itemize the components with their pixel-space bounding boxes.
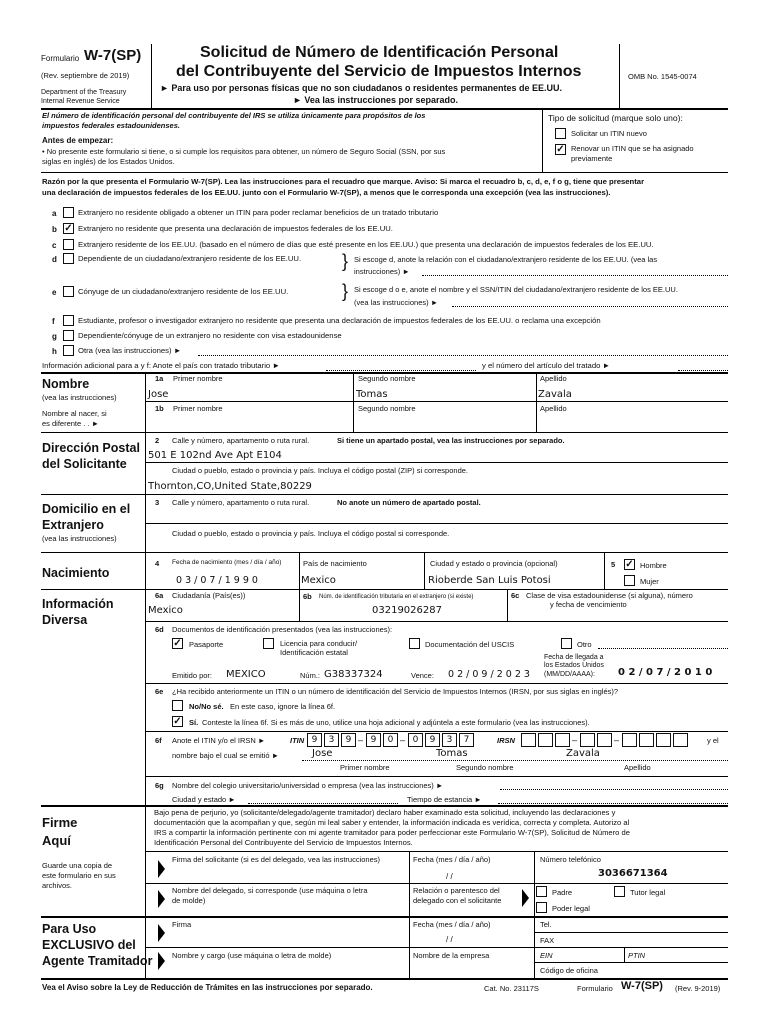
applicant-signature-label: Firma del solicitante (si es del delegado, vea las instrucciones) <box>172 855 381 864</box>
paperwork-notice: Vea el Aviso sobre la Ley de Reducción de Trámites en las instrucciones por separado. <box>42 983 373 992</box>
birth-country-label: País de nacimiento <box>303 559 367 568</box>
phone-label: Número telefónico <box>540 855 601 864</box>
itin-digit-box[interactable]: 3 <box>442 733 457 747</box>
c6g-label: Nombre del colegio universitario/universidad o empresa (vea las instrucciones) ► <box>172 781 444 790</box>
c6a-label: Ciudadanía (País(es)) <box>172 591 246 600</box>
itin-digit-box[interactable]: 7 <box>459 733 474 747</box>
c6e-label: ¿Ha recibido anteriormente un ITIN o un número de identificación del Servicio de Impuestos Internos (IRSN, por sus siglas en inglés)? <box>172 687 619 696</box>
irsn-digit-box[interactable] <box>555 733 570 747</box>
yes-prior-itin-label: Sí. <box>189 718 199 727</box>
issued-first-label: Primer nombre <box>340 763 390 772</box>
mailing-num: 2 <box>155 436 160 445</box>
relation-label1: Relación o parentesco del <box>413 886 500 895</box>
doc-number-label: Núm.: <box>300 671 321 680</box>
keep-copy1: Guarde una copia de <box>42 861 113 870</box>
perjury-line4: Identificación Personal del Contribuyente del Servicio de Impuestos Internos. <box>154 838 413 847</box>
reason-b-letter: b <box>52 225 57 234</box>
c6d-label: Documentos de identificación presentados (vea las instrucciones): <box>172 625 393 634</box>
yes-prior-itin-note: Conteste la línea 6f. Si es más de uno, utilice una hoja adicional y adjúntela a este formulario (vea las instrucciones). <box>202 718 590 727</box>
agent-sign-arrow-icon <box>158 924 165 942</box>
sign-date-field[interactable]: / / <box>446 872 453 881</box>
footer-form-number: W-7(SP) <box>621 980 663 992</box>
issued-middle-label: Segundo nombre <box>456 763 514 772</box>
title-line2: del Contribuyente del Servicio de Impuestos Internos <box>176 63 582 80</box>
keep-copy2: este formulario en sus <box>42 871 116 880</box>
perjury-line1: Bajo pena de perjurio, yo (solicitante/delegado/agente tramitador) declaro haber examinado esta solicitud, incluyendo las declaraciones y <box>154 808 616 817</box>
reason-e-letter: e <box>52 288 57 297</box>
issued-name-label: nombre bajo el cual se emitió ► <box>172 751 280 760</box>
expiration-field[interactable]: 0 2 / 0 9 / 2 0 2 3 <box>448 669 530 680</box>
passport-label: Pasaporte <box>189 640 224 649</box>
arrival-label3: (MM/DD/AAAA): <box>544 671 595 678</box>
guardian-checkbox[interactable] <box>614 886 625 897</box>
doc-number-field[interactable]: G38337324 <box>324 669 383 680</box>
c6b-num: 6b <box>303 592 312 601</box>
new-itin-label: Solicitar un ITIN nuevo <box>571 129 647 138</box>
agent-section-title1: Para Uso <box>42 922 97 936</box>
reason-a-letter: a <box>52 209 57 218</box>
reason-h-checkbox[interactable] <box>63 345 74 356</box>
reason-g-text: Dependiente/cónyuge de un extranjero no residente con visa estadounidense <box>78 331 342 340</box>
middle-name-field[interactable]: Tomas <box>356 389 388 400</box>
bullet-line1: • No presente este formulario si tiene, o si cumple los requisitos para obtener, un número de Seguro Social (SSN, por sus <box>42 147 446 156</box>
foreign-section-title2: Extranjero <box>42 518 104 532</box>
application-type-title: Tipo de solicitud (marque solo uno): <box>548 113 683 123</box>
license-checkbox[interactable] <box>263 638 274 649</box>
dept-line2: Internal Revenue Service <box>41 98 120 105</box>
first-name-field[interactable]: Jose <box>148 389 169 400</box>
renew-itin-label2: previamente <box>571 154 613 163</box>
irsn-label: IRSN <box>497 736 515 745</box>
c6f-num: 6f <box>155 736 162 745</box>
reason-e-checkbox[interactable] <box>63 286 74 297</box>
expiration-label: Vence: <box>411 671 434 680</box>
no-prior-itin-checkbox[interactable] <box>172 700 183 711</box>
itin-digit-box[interactable]: 9 <box>425 733 440 747</box>
male-checkbox[interactable]: ✓ <box>625 559 634 570</box>
bracket-brace: } <box>342 251 349 271</box>
no-prior-itin-note: En este caso, ignore la línea 6f. <box>230 702 336 711</box>
stay-length-label: Tiempo de estancia ► <box>407 795 482 804</box>
name-section-title: Nombre <box>42 377 90 391</box>
license-label1: Licencia para conducir/ <box>280 639 358 648</box>
c6g-num: 6g <box>155 781 164 790</box>
mailing-section-title1: Dirección Postal <box>42 441 140 455</box>
reason-h-text: Otra (vea las instrucciones) ► <box>78 346 182 355</box>
purpose-line2: impuestos federales estadounidenses. <box>42 121 180 130</box>
bullet-line2: siglas en inglés) de los Estados Unidos. <box>42 157 175 166</box>
reason-c-letter: c <box>52 241 57 250</box>
male-label: Hombre <box>640 561 667 570</box>
power-of-attorney-checkbox[interactable] <box>536 902 547 913</box>
reason-e-text: Cónyuge de un ciudadano/extranjero residente de los EE.UU. <box>78 287 289 296</box>
other-section-title1: Información <box>42 597 114 611</box>
dob-label: Fecha de nacimiento (mes / día / año) <box>172 559 282 566</box>
delegate-name-label2: de molde) <box>172 896 206 905</box>
birth-first-name-label: Primer nombre <box>173 404 223 413</box>
issued-last-label: Apellido <box>624 763 651 772</box>
treaty-article: y el número del artículo del tratado ► <box>482 361 611 370</box>
issued-last-field[interactable]: Zavala <box>566 748 600 759</box>
reason-d-text: Dependiente de un ciudadano/extranjero residente de los EE.UU. <box>78 254 302 263</box>
reason-b-checkbox[interactable]: ✓ <box>64 223 73 234</box>
foreign-section-note: (vea las instrucciones) <box>42 534 117 543</box>
new-itin-checkbox[interactable] <box>555 128 566 139</box>
agent-signature-label: Firma <box>172 920 192 929</box>
phone-field[interactable]: 3036671364 <box>598 868 668 879</box>
catalog-number: Cat. No. 23117S <box>484 984 539 993</box>
c6c-label2: y fecha de vencimiento <box>550 600 627 609</box>
reason-d-note2: instrucciones) ► <box>354 267 410 276</box>
relation-arrow-icon <box>522 889 529 907</box>
birth-section-title: Nacimiento <box>42 566 110 580</box>
itin-digit-box[interactable]: 9 <box>307 733 322 747</box>
renew-itin-checkbox[interactable]: ✓ <box>556 144 565 155</box>
row-1b-num: 1b <box>155 404 164 413</box>
irsn-digit-box[interactable] <box>656 733 671 747</box>
reason-c-text: Extranjero residente de los EE.UU. (basado en el número de días que esté presente en los EE.UU.) que presenta una declaración de impuestos federales de los EE.UU. <box>78 240 654 249</box>
mailing-city-field[interactable]: Thornton,CO,United State,80229 <box>148 481 312 492</box>
last-name-field[interactable]: Zavala <box>538 389 572 400</box>
agent-fax-label: FAX <box>540 936 555 945</box>
sign-date-label: Fecha (mes / día / año) <box>413 855 491 864</box>
irsn-dash: – <box>614 735 620 745</box>
irsn-digit-box[interactable] <box>622 733 637 747</box>
form-prefix: Formulario <box>41 54 80 63</box>
other-doc-checkbox[interactable] <box>561 638 572 649</box>
birth-name-label2: es diferente . . ► <box>42 419 100 428</box>
agent-date-label: Fecha (mes / día / año) <box>413 920 491 929</box>
female-checkbox[interactable] <box>624 575 635 586</box>
itin-digit-box[interactable]: 0 <box>383 733 398 747</box>
mailing-street-field[interactable]: 501 E 102nd Ave Apt E104 <box>148 450 282 461</box>
no-prior-itin-label: No/No sé. <box>189 702 224 711</box>
last-name-label: Apellido <box>540 374 567 383</box>
c6c-num: 6c <box>511 591 520 600</box>
city-state-label: Ciudad y estado ► <box>172 795 236 804</box>
keep-copy3: archivos. <box>42 881 73 890</box>
itin-label: ITIN <box>290 736 305 745</box>
itin-digit-box[interactable]: 9 <box>366 733 381 747</box>
reason-c-checkbox[interactable] <box>63 239 74 250</box>
other-section-title2: Diversa <box>42 613 88 627</box>
citizenship-field[interactable]: Mexico <box>148 605 183 616</box>
reason-b-text: Extranjero no residente que presenta una declaración de impuestos federales de los EE.UU. <box>78 224 393 233</box>
row-1a-num: 1a <box>155 374 164 383</box>
agent-office-code-label: Código de oficina <box>540 966 598 975</box>
subtitle2: ► Vea las instrucciones por separado. <box>293 95 458 105</box>
foreign-num: 3 <box>155 498 160 507</box>
relation-label2: delegado con el solicitante <box>413 896 502 905</box>
female-label: Mujer <box>640 577 659 586</box>
mailing-section-title2: del Solicitante <box>42 457 127 471</box>
birth-country-field[interactable]: Mexico <box>301 575 336 586</box>
first-name-label: Primer nombre <box>173 374 223 383</box>
omb-number: OMB No. 1545-0074 <box>628 72 697 81</box>
delegate-name-label1: Nombre del delegado, si corresponde (use máquina o letra <box>172 886 368 895</box>
itin-dash: – <box>400 735 406 745</box>
birth-num: 4 <box>155 559 160 568</box>
irsn-digit-box[interactable] <box>538 733 553 747</box>
agent-tel-label: Tel. <box>540 920 552 929</box>
reason-line1: Razón por la que presenta el Formulario W-7(SP). Lea las instrucciones para el recuadro que marque. Aviso: Si marca el recuadro b, c, d, e, f o g, tiene que presentar <box>42 177 645 186</box>
itin-digit-box[interactable]: 0 <box>408 733 423 747</box>
reason-g-letter: g <box>52 332 57 341</box>
gender-num: 5 <box>611 560 616 569</box>
reason-g-checkbox[interactable] <box>63 330 74 341</box>
birth-name-label1: Nombre al nacer, si <box>42 409 107 418</box>
delegate-arrow-icon <box>158 890 165 908</box>
agent-company-label: Nombre de la empresa <box>413 951 490 960</box>
perjury-line3: IRS a compartir la información pertinente con mi agente tramitador para poder perfeccionar este Formulario W-7(SP), Solicitud de Número de <box>154 828 630 837</box>
reason-h-letter: h <box>52 347 57 356</box>
itin-digit-box[interactable]: 9 <box>341 733 356 747</box>
power-of-attorney-label: Poder legal <box>552 904 590 913</box>
mailing-street-label: Calle y número, apartamento o ruta rural. <box>172 436 310 445</box>
reason-line2: una declaración de impuestos federales de los EE.UU. junto con el Formulario W-7(SP), a menos que le corresponda una excepción (vea las instrucciones). <box>42 188 611 197</box>
license-label2: Identificación estatal <box>280 648 348 657</box>
arrival-label1: Fecha de llegada a <box>544 654 604 661</box>
reason-f-checkbox[interactable] <box>63 315 74 326</box>
foreign-tin-field[interactable]: 03219026287 <box>372 605 442 616</box>
reason-a-checkbox[interactable] <box>63 207 74 218</box>
itin-digit-box[interactable]: 3 <box>324 733 339 747</box>
guardian-label: Tutor legal <box>630 888 666 897</box>
footer-form-prefix: Formulario <box>577 984 613 993</box>
parent-checkbox[interactable] <box>536 886 547 897</box>
birth-middle-name-label: Segundo nombre <box>358 404 416 413</box>
sign-section-title2: Aquí <box>42 833 71 848</box>
arrival-label2: los Estados Unidos <box>544 662 604 669</box>
agent-date-field[interactable]: / / <box>446 935 453 944</box>
footer-revision: (Rev. 9-2019) <box>675 984 721 993</box>
c6d-num: 6d <box>155 625 164 634</box>
irsn-digit-box[interactable] <box>673 733 688 747</box>
arrival-date-field[interactable]: 0 2 / 0 7 / 2 0 1 0 <box>618 667 713 678</box>
foreign-section-title1: Domicilio en el <box>42 502 131 516</box>
sign-arrow-icon <box>158 860 165 878</box>
dept-line1: Department of the Treasury <box>41 89 127 96</box>
title-line1: Solicitud de Número de Identificación Personal <box>200 44 559 61</box>
and-label: y el <box>707 736 719 745</box>
renew-itin-label: Renovar un ITIN que se ha asignado <box>571 144 694 153</box>
foreign-street-label-b: No anote un número de apartado postal. <box>337 498 481 507</box>
irsn-digit-box[interactable] <box>521 733 536 747</box>
perjury-line2: documentación que la acompañan y que, según mi leal saber y entender, la información indicada es verídica, correcta y completa. Autorizo al <box>154 818 630 827</box>
issued-by-field[interactable]: MEXICO <box>226 669 266 680</box>
before-start: Antes de empezar: <box>42 136 114 145</box>
passport-checkbox[interactable]: ✓ <box>173 638 182 649</box>
reason-f-text: Estudiante, profesor o investigador extranjero no residente que presenta una declaración de impuestos federales de los EE.UU. o reclama una excepción <box>78 316 601 325</box>
middle-name-label: Segundo nombre <box>358 374 416 383</box>
irsn-digit-box[interactable] <box>580 733 595 747</box>
agent-ptin-label: PTIN <box>628 951 646 960</box>
mailing-street-label-b: Si tiene un apartado postal, vea las instrucciones por separado. <box>337 436 565 445</box>
purpose-line1: El número de identificación personal del contribuyente del IRS se utiliza únicamente para propósitos de los <box>42 111 426 120</box>
irsn-dash: – <box>572 735 578 745</box>
itin-dash: – <box>358 735 364 745</box>
uscis-checkbox[interactable] <box>409 638 420 649</box>
subtitle1: ► Para uso por personas físicas que no son ciudadanos o residentes permanentes de EE.UU. <box>160 83 563 93</box>
other-doc-label: Otro <box>577 640 592 649</box>
additional-info: Información adicional para a y f: Anote el país con tratado tributario ► <box>42 361 280 370</box>
issued-middle-field[interactable]: Tomas <box>436 748 468 759</box>
uscis-label: Documentación del USCIS <box>425 640 515 649</box>
agent-section-title2: EXCLUSIVO del <box>42 938 136 952</box>
sign-section-title1: Firme <box>42 815 78 830</box>
name-section-note: (vea las instrucciones) <box>42 393 117 402</box>
c6e-num: 6e <box>155 687 164 696</box>
issued-first-field[interactable]: Jose <box>312 748 333 759</box>
reason-d-note1: Si escoge d, anote la relación con el ciudadano/extranjero residente de los EE.UU. (vea las <box>354 255 658 264</box>
agent-name-arrow-icon <box>158 952 165 970</box>
reason-e-note1: Si escoge d o e, anote el nombre y el SSN/ITIN del ciudadano/extranjero residente de los EE.UU. <box>354 285 678 294</box>
agent-name-label: Nombre y cargo (use máquina o letra de molde) <box>172 951 332 960</box>
mailing-city-label: Ciudad o pueblo, estado o provincia y país. Incluya el código postal (ZIP) si corresponde. <box>172 466 469 475</box>
foreign-street-label: Calle y número, apartamento o ruta rural. <box>172 498 310 507</box>
agent-section-title3: Agente Tramitador <box>42 954 153 968</box>
foreign-city-label: Ciudad o pueblo, estado o provincia y país. Incluya el código postal si corresponde. <box>172 529 450 538</box>
irsn-digit-box[interactable] <box>639 733 654 747</box>
birth-last-name-label: Apellido <box>540 404 567 413</box>
reason-d-letter: d <box>52 255 57 264</box>
reason-a-text: Extranjero no residente obligado a obtener un ITIN para poder reclamar beneficios de un tratado tributario <box>78 208 439 217</box>
dob-field[interactable]: 0 3 / 0 7 / 1 9 9 0 <box>176 575 258 586</box>
form-number: W-7(SP) <box>84 47 142 64</box>
birth-city-label: Ciudad y estado o provincia (opcional) <box>430 559 558 568</box>
reason-d-checkbox[interactable] <box>63 253 74 264</box>
agent-ein-label: EIN <box>540 951 553 960</box>
parent-label: Padre <box>552 888 573 897</box>
yes-prior-itin-checkbox[interactable]: ✓ <box>173 716 182 727</box>
reason-f-letter: f <box>52 317 55 326</box>
revision: (Rev. septiembre de 2019) <box>41 71 130 80</box>
c6a-num: 6a <box>155 591 164 600</box>
c6b-label: Núm. de identificación tributaria en el extranjero (si existe) <box>319 594 474 600</box>
c6f-label: Anote el ITIN y/o el IRSN ► <box>172 736 266 745</box>
c6c-label1: Clase de visa estadounidense (si alguna), número <box>526 591 693 600</box>
issued-by-label: Emitido por: <box>172 671 213 680</box>
reason-e-note2: (vea las instrucciones) ► <box>354 298 439 307</box>
bracket-brace-e: } <box>342 281 349 301</box>
irsn-digit-box[interactable] <box>597 733 612 747</box>
birth-city-field[interactable]: Rioberde San Luis Potosi <box>428 575 551 586</box>
